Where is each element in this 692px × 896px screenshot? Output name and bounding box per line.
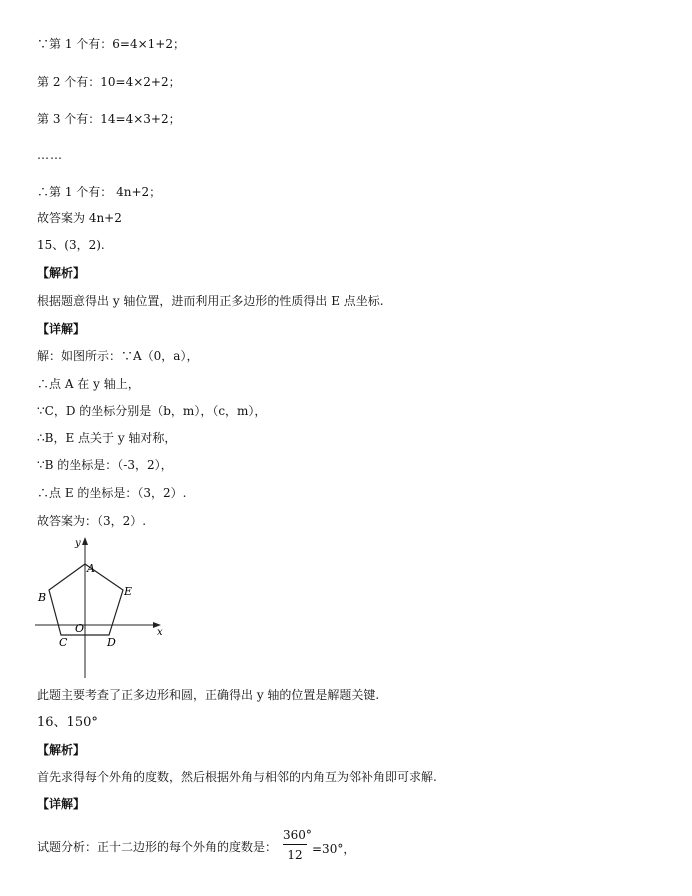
q15-step-5: ∵B 的坐标是：（-3，2）， — [37, 458, 173, 472]
y-axis-label: y — [75, 538, 81, 549]
line-general-case: ∴第 1 个有： 4n+2； — [37, 185, 162, 199]
pentagon — [49, 564, 123, 635]
fraction-numerator: 360° — [283, 828, 307, 845]
y-axis-arrow — [82, 537, 88, 545]
q16-analysis-heading: 【解析】 — [37, 743, 86, 757]
q15-step-4: ∴B，E 点关于 y 轴对称， — [37, 431, 177, 445]
fraction-denominator: 12 — [287, 848, 303, 862]
fraction-result: =30°， — [312, 842, 356, 856]
q15-step-6: ∴点 E 的坐标是：（3，2）. — [37, 486, 187, 500]
point-b-label: B — [38, 591, 47, 604]
q15-conclusion: 此题主要考查了正多边形和圆，正确得出 y 轴的位置是解题关键. — [37, 688, 380, 702]
fraction-360-over-12 — [283, 828, 312, 862]
q15-detail-heading: 【详解】 — [37, 322, 86, 336]
point-d-label: D — [107, 636, 116, 649]
line-ellipsis: …… — [37, 148, 63, 162]
line-third-case: 第 3 个有：14=4×3+2； — [37, 112, 181, 126]
q15-step-2: ∴点 A 在 y 轴上， — [37, 377, 140, 391]
point-e-label: E — [124, 585, 133, 598]
q16-detail-heading: 【详解】 — [37, 797, 86, 811]
line-second-case: 第 2 个有：10=4×2+2； — [37, 75, 181, 89]
q15-step-3: ∵C，D 的坐标分别是（b，m），（c，m）， — [37, 404, 267, 418]
pentagon-figure — [33, 534, 165, 680]
line-answer-14: 故答案为 4n+2 — [37, 211, 122, 225]
line-q15-answer: 15、(3，2). — [37, 238, 105, 252]
q15-step-1: 解：如图所示：∵A（0，a）， — [37, 349, 199, 363]
origin-label: O — [75, 622, 85, 635]
q15-answer-line: 故答案为：（3，2）. — [37, 514, 147, 528]
line-first-case: ∵第 1 个有：6=4×1+2； — [37, 37, 185, 51]
q16-analysis-text: 首先求得每个外角的度数，然后根据外角与相邻的内角互为邻补角即可求解. — [37, 770, 437, 784]
line-q16-answer: 16、150° — [37, 715, 98, 730]
q16-step-1: 试题分析：正十二边形的每个外角的度数是： — [37, 840, 278, 854]
q15-analysis-heading: 【解析】 — [37, 266, 86, 280]
point-a-label: A — [87, 562, 95, 575]
x-axis-label: x — [157, 627, 163, 638]
q15-analysis-text: 根据题意得出 y 轴位置，进而利用正多边形的性质得出 E 点坐标. — [37, 294, 384, 308]
point-c-label: C — [59, 636, 68, 649]
